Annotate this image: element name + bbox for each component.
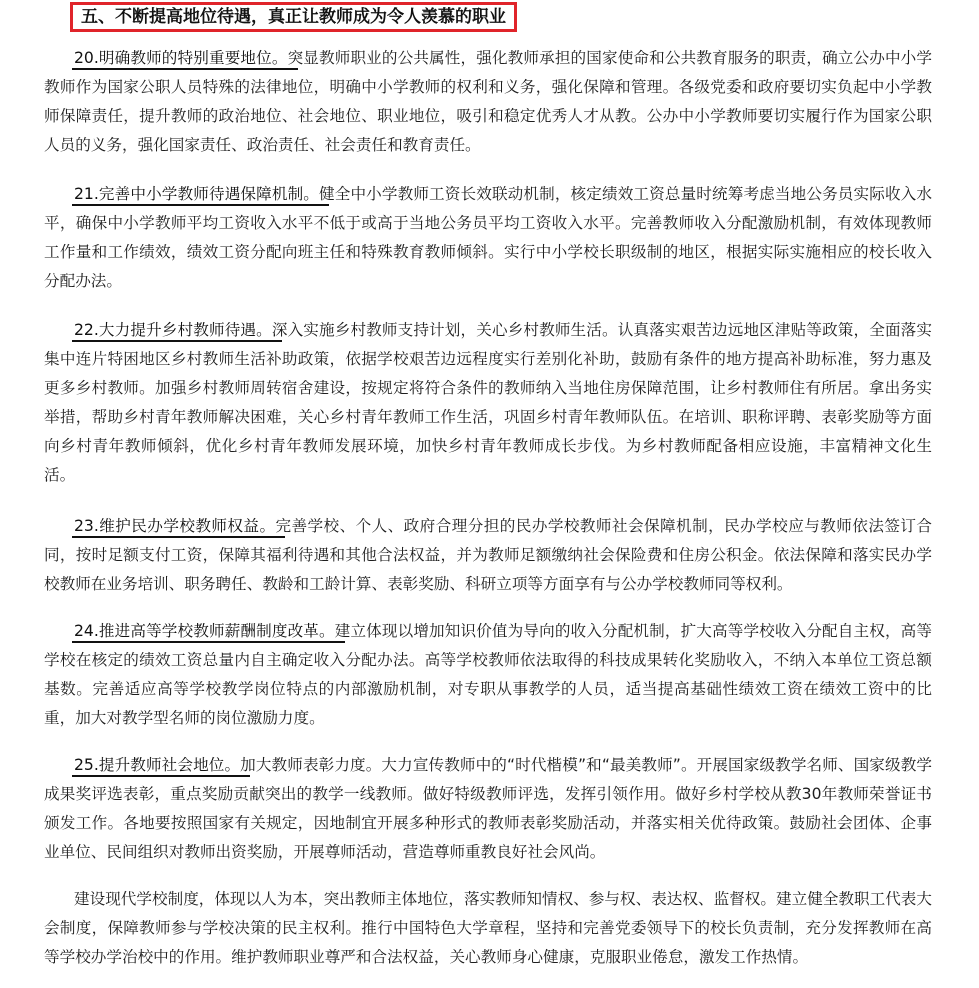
- paragraph-25-body: 加大教师表彰力度。大力宣传教师中的“时代楷模”和“最美教师”。开展国家级教学名师、国家级教学成果奖评选表彰，重点奖励贡献突出的教学一线教师。做好特级教师评选，发挥引领作用。做好乡村学校从教30年教师荣誉证书颁发工作。各地要按照国家有关规定，因地制宜开展多种形式的教师表彰奖励活动，并落实相关优待政策。鼓励社会团体、企事业单位、民间组织对教师出资奖励，开展尊师活动，营造尊师重教良好社会风尚。: [44, 756, 932, 861]
- paragraph-25: [44, 751, 932, 867]
- paragraph-21-body: 健全中小学教师工资长效联动机制，核定绩效工资总量时统筹考虑当地公务员实际收入水平，确保中小学教师平均工资收入水平不低于或高于当地公务员平均工资收入水平。完善教师收入分配激励机制，有效体现教师工作量和工作绩效，绩效工资分配向班主任和特殊教育教师倾斜。实行中小学校长职级制的地区，根据实际实施相应的校长收入分配办法。: [44, 185, 932, 290]
- section-heading: 五、不断提高地位待遇，真正让教师成为令人羡慕的职业: [70, 2, 517, 32]
- paragraph-24-body: 建立体现以增加知识价值为导向的收入分配机制，扩大高等学校收入分配自主权，高等学校在核定的绩效工资总量内自主确定收入分配办法。高等学校教师依法取得的科技成果转化奖励收入，不纳入本单位工资总额基数。完善适应高等学校教学岗位特点的内部激励机制，对专职从事教学的人员，适当提高基础性绩效工资在绩效工资中的比重，加大对教学型名师的岗位激励力度。: [44, 622, 932, 727]
- paragraph-25-lead: 25.提升教师社会地位。: [74, 756, 241, 774]
- paragraph-21: [44, 180, 932, 296]
- paragraph-closing: [44, 885, 932, 972]
- paragraph-20-lead: 20.明确教师的特别重要地位。: [74, 49, 288, 67]
- paragraph-22-lead: 22.大力提升乡村教师待遇。: [74, 321, 272, 339]
- paragraph-20-body: 突显教师职业的公共属性，强化教师承担的国家使命和公共教育服务的职责，确立公办中小学教师作为国家公职人员特殊的法律地位，明确中小学教师的权利和义务，强化保障和管理。各级党委和政府要切实负起中小学教师保障责任，提升教师的政治地位、社会地位、职业地位，吸引和稳定优秀人才从教。公办中小学教师要切实履行作为国家公职人员的义务，强化国家责任、政治责任、社会责任和教育责任。: [44, 49, 932, 154]
- paragraph-21-lead: 21.完善中小学教师待遇保障机制。: [74, 185, 320, 203]
- paragraph-23-body: 完善学校、个人、政府合理分担的民办学校教师社会保障机制，民办学校应与教师依法签订合同，按时足额支付工资，保障其福利待遇和其他合法权益，并为教师足额缴纳社会保险费和住房公积金。依法保障和落实民办学校教师在业务培训、职务聘任、教龄和工龄计算、表彰奖励、科研立项等方面享有与公办学校教师同等权利。: [44, 517, 932, 593]
- paragraph-closing-body: 建设现代学校制度，体现以人为本，突出教师主体地位，落实教师知情权、参与权、表达权、监督权。建立健全教职工代表大会制度，保障教师参与学校决策的民主权利。推行中国特色大学章程，坚持和完善党委领导下的校长负责制，充分发挥教师在高等学校办学治校中的作用。维护教师职业尊严和合法权益，关心教师身心健康，克服职业倦怠，激发工作热情。: [44, 890, 932, 966]
- paragraph-24: [44, 617, 932, 733]
- paragraph-24-lead: 24.推进高等学校教师薪酬制度改革。: [74, 622, 335, 640]
- paragraph-23-lead: 23.维护民办学校教师权益。: [74, 517, 276, 535]
- paragraph-22: [44, 316, 932, 490]
- paragraph-22-body: 深入实施乡村教师支持计划，关心乡村教师生活。认真落实艰苦边远地区津贴等政策，全面落实集中连片特困地区乡村教师生活补助政策，依据学校艰苦边远程度实行差别化补助，鼓励有条件的地方提高补助标准，努力惠及更多乡村教师。加强乡村教师周转宿舍建设，按规定将符合条件的教师纳入当地住房保障范围，让乡村教师住有所居。拿出务实举措，帮助乡村青年教师解决困难，关心乡村青年教师工作生活，巩固乡村青年教师队伍。在培训、职称评聘、表彰奖励等方面向乡村青年教师倾斜，优化乡村青年教师发展环境，加快乡村青年教师成长步伐。为乡村教师配备相应设施，丰富精神文化生活。: [44, 321, 932, 484]
- paragraph-23: [44, 512, 932, 599]
- paragraph-20: [44, 44, 932, 160]
